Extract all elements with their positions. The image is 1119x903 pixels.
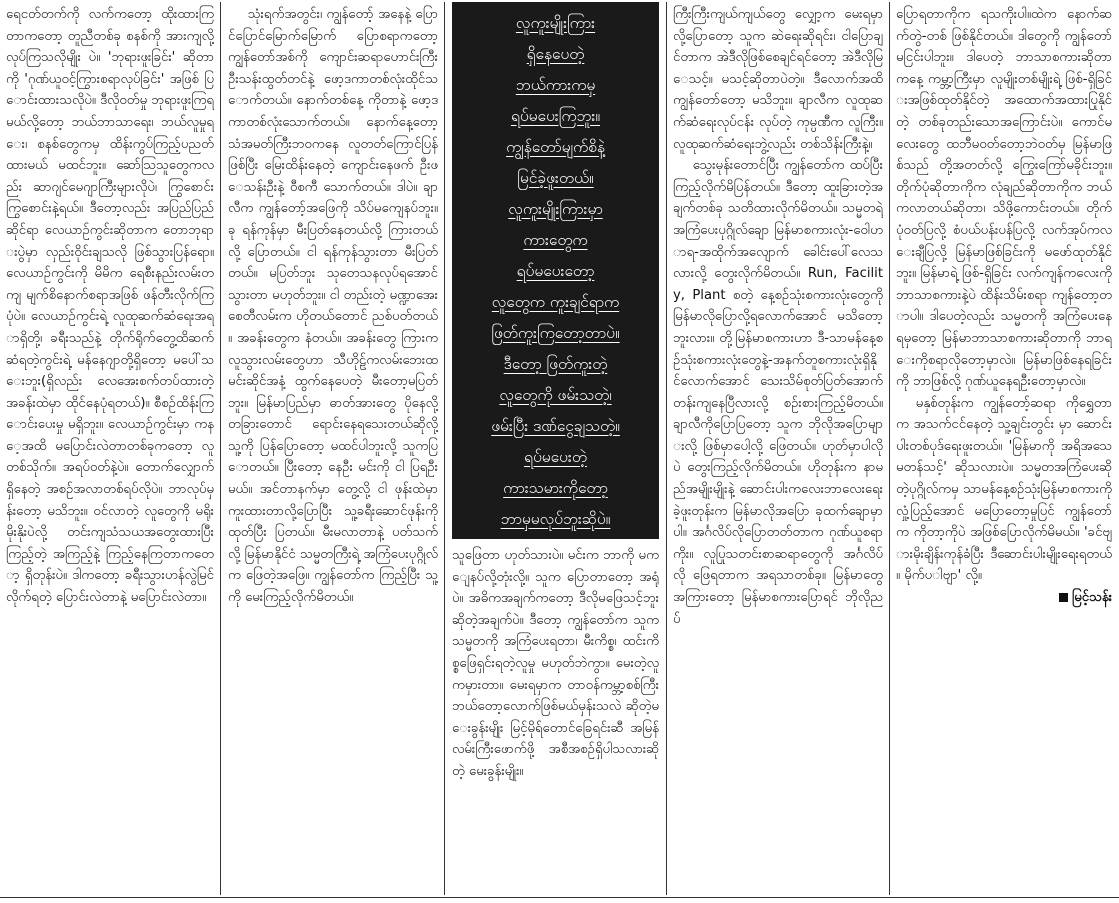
- column-4-paragraph-1: ကြီးကြီးကျယ်ကျယ်တွေ လျှော့က မေးရမှာလို့ပြောတော့ သူက ဆဲရေးဆိုရင်း၊ ငါပြောချင်တာက အဲဒီလိုဖြစ်စေချင်ရင်တော့ အဲဒီလိုမြေသင့်။ မသင့်ဆိုတာပဲတဲ့။ ဒီလောက်အထိ ကျွန်တော်တော့ မသိဘူး။ ချာလီက လူထုဆက်ဆံရေးလုပ်ငန်း လုပ်တဲ့ ကုမ္ပဏီက လူကြီး။ လူထုဆက်ဆံရေးဘွဲ့လည်း တစ်သိန်းကြီးနဲ့။: [673, 7, 883, 152]
- pull-quote-line: ရှိနေပေတဲ့: [526, 45, 585, 63]
- pull-quote-line: လူကူးမျိုးကြား: [515, 14, 596, 32]
- pull-quote-line: ဖမ်းပြီး ဒဏ်ငွေချသတဲ့။: [491, 417, 620, 435]
- pull-quote-line: လူကူးမျိုးကြားမှာ: [508, 200, 603, 218]
- pull-quote-box: [452, 2, 659, 539]
- author-signature: [896, 587, 1112, 609]
- pull-quote-line: ဘယ်ကားကမှ: [515, 76, 596, 94]
- column-2-paragraph-1: သုံးရက်အတွင်း၊ ကျွန်တော့် အနေနဲ့ ပြောင်ပြောင်မြောက်မြောက် ပြောစရာကတော့ ကျွန်တော်အစ်ကို ကျောင်းဆရာဟောင်းကြီး ဦးသန်းထွတ်တင်နဲ့ ဖော့ဒကာတစ်လုံးထိုင်သောက်တယ်။ နောက်တစ်နေ့ ကိုတာနဲ့ ဖော့ဒကာတစ်လုံးသောက်တယ်။ နောက်နေ့တော့ သံအမတ်ကြီးဘဝကနေ လူတတ်ကြောင်ပြန်ဖြစ်ပြီး မြေးထိန်းနေတဲ့ ကျောင်းနေဖက် ဦးဖေသန်းဦးနဲ့ ဝီစကီ သောက်တယ်။ ဒါပဲ။ ချာလီက ကျွန်တော့်အဖြေကို သိပ်မကျေနပ်ဘူး။ ခု ရန်ကုန်မှာ မီးပြတ်နေတယ်လို့ ကြားတယ်လို့ ပြောတယ်။ ငါ ရန်ကုန်သွားတာ မီးပြတ်တယ်။ မပြတ်ဘူး သုတေသနလုပ်ရအောင် သွားတာ မဟုတ်ဘူး။ ငါ တည်းတဲ့ မဏ္ဍာအေးစေတီလမ်းက ဟိုတယ်တောင် ညစ်ပတ်တယ်။ အခန်းတွေက နံတယ်။ အခန်းတွေ ကြားက လူသွားလမ်းတွေဟာ သီဟိုဠ်ကလမ်းဘေးထမင်းဆိုင်အနံ့ ထွက်နေပေတဲ့ မီးတော့မပြတ်ဘူး။ မြန်မာပြည်မှာ ဓာတ်အားတွေ ပိုနေလို့ တခြားတောင် ရောင်းနေရသေးတယ်ဆိုလို့ သူ့ကို ပြန်ပြောတော့ မထင်ပါဘူးလို့ သူကပြောတယ်။ ပြီးတော့ နေဦး မင်းကို ငါ ပြရဦးမယ်။ အင်တာနက်မှာ တွေ့လို့ ငါ ဖုန်းထဲမှာ ကူးထားတာလို့ပြောပြီး သူ့ခရီးဆောင်ဖုန်းကို ထုတ်ပြီး ပြတယ်။ မီးမလာတာနဲ့ ပတ်သက်လို့ မြန်မာနိုင်ငံ သမ္မတကြီးရဲ့ အကြံပေးပုဂ္ဂိုလ်က ဖြေတဲ့အဖြေ။ ကျွန်တော်က ကြည့်ပြီး သူ့ကို မေးကြည့်လိုက်မိတယ်။: [228, 7, 438, 606]
- author-name: မြင့်သန်း: [1072, 590, 1112, 606]
- pull-quote-line: ရပ်မပေးတော့: [516, 262, 595, 280]
- column-5-paragraph-1: ပြောရတာကိုက ရသကိုးပါ။ထဲက နောက်ဆက်တွဲ-တစ် ဖြစ်နိုင်တယ်။ ဒါတွေကို ကျွန်တော် မငြင်းပါဘူး။ ဒါပေတဲ့ ဘာသာစကားဆိုတာ ကနေ့ ကမ္ဘာ့ကြီးမှာ လူမျိုးတစ်မျိုးရဲ့ ဖြစ်-ရှိခြင်းအဖြစ်ထုတ်နိုင်တဲ့ အထောက်အထားပြုနိုင်တဲ့ တစ်ခုတည်းသောအကြောင်းပဲ။ ကောင်မလေးတွေ ထဘီမဝတ်တော့ဘဲဝတ်မှ မြန်မာဖြစ်သည် တို့အတတ်လို့ ကြွေးကြော်မခိုင်းဘူး။ တိုက်ပုံဆိုတာကိုက လုံချည်ဆိုတာကိုက ဘယ်ကလာတယ်ဆိုတာ၊ သိဖို့ကောင်းတယ်။ တိုက်ပုံဝတ်ပြလို့ စံပယ်ပန်းပန်ပြလို့ လက်အုပ်ကလေးချီပြလို့ မြန်မာဖြစ်ခြင်းကို မဖော်ထုတ်နိုင်ဘူး။ မြန်မာရဲ့ ဖြစ်-ရှိခြင်း လက်ကျန်ကလေးကို ဘာသာစကားနဲ့ပဲ ထိန်းသိမ်းစရာ ကျန်တော့တာပါ။ ဒါပေတဲ့လည်း သမ္မတကို အကြံပေးနေရမှတော့ မြန်မာဘာသာစကားဆိုတာကို ဘာရေးကိုစရာလိုတော့မှာလဲ။ မြန်မာဖြစ်နေရခြင်းကို ဘာဖြစ်လို့ ဂုဏ်ယူနေရဦးတော့မှာလဲ။: [896, 7, 1112, 390]
- pull-quote-line: မြင်ခဲ့ဖူးတယ်။: [517, 169, 594, 187]
- pull-quote-line: ကျွန်တော်မျက်စိနဲ့: [506, 138, 605, 156]
- column-divider: [889, 2, 890, 895]
- column-4-paragraph-2: သွေးမုန်းတောင်ပြီး ကျွန်တော်က ထပ်ပြီး ကြည့်လိုက်မိပြန်တယ်။ ဒီတော့ ထူးခြားတဲ့အချက်တစ်ခု သတိထားလိုက်မိတယ်။ သမ္မတရဲ့ အကြံပေးပုဂ္ဂိုလ်ချော မြန်မာစကားလုံး-ဝေါဟာရ-အထိုက်အလျောက် ခေါင်းပေါ်လေသလားလို့ တွေးလိုက်မိတယ်။ Run, Facility, Plant စတဲ့ နေ့စဉ်သုံးစကားလုံးတွေကို မြန်မာလိုပြောလို့ရလောက်အောင် မသိတော့ဘူးလား။ တို့မြန်မာစကားဟာ ဒီ-သာမန်နေ့စဉ်သုံးစကားလုံးတွေနဲ့-အနက်တူစကားလုံးရှိနိုင်လောက်အောင် သေးသိမ်စုတ်ပြတ်အောက်တန်းကျနေပြီလားလို့ စဉ်းစားကြည့်မိတယ်။ ချာလီကိုပြောပြတော့ သူက ဘိုလိုအပြောများလို့ ဖြစ်မှာပေါ့လို့ ဖြေတယ်။ ဟုတ်မှာပါလိုပဲ တွေးကြည့်လိုက်မိတယ်။ ဟိုတုန်းက နာမည်အမျိုးမျိုးနဲ့ ဆောင်းပါးကလေးဘာလေးရေးခဲ့ဖူးတုန်းက မြန်မာလိုအပြော ခုထက်ချောမှာပါ။ အင်္ဂလိပ်လိုပြောတတ်တာက ဂုဏ်ယူစရာကိုး။ လူပြုသတင်းစာဆရာတွေကို အင်္ဂလိပ်လို ဖြေရတာက အရသာတစ်ခု။ မြန်မာတွေအကြားတော့ မြန်မာစကားပြောရင် ဘိုလိုညပ်: [673, 158, 883, 627]
- article-column-2: [228, 4, 438, 896]
- column-3-paragraph-1: သူဖြေတာ ဟုတ်သားပဲ။ မင်းက ဘာကို မကျေနပ်လို့တုံးလို့။ သူက ပြောတာတော့ အရုံပဲ။ အဓိကအချက်ကတော့ ဒီလိုမဖြေသင့်ဘူးဆိုတဲ့အချက်ပဲ။ ဒီတော့ ကျွန်တော်က သူက သမ္မတကို အကြံပေးရတာ၊ မီးကိစ္စ၊ ထင်းကိစ္စဖြေရှင်းရတဲ့လူမှု မဟုတ်ဘဲကွာ။ မေးတဲ့လူကမှားတာ။ မေးရမှာက တာဝန်ကမ္ဘာ့စစ်ကြီး ဘယ်တော့လောက်ဖြစ်မယ်မှန်းသလဲ ဆိုတဲ့မေးခွန်းမျိုး မြင့်မိုရ်တောင်ခြေရင်းဆီ အမြန်လမ်းကြီးဖောက်ဖို့ အစီအစဉ်ရှိပါသလားဆိုတဲ့ မေးခွန်းမျိုး။: [452, 548, 659, 779]
- pull-quote-line: လူတွေက ကူးချင်ရာက: [491, 293, 620, 311]
- pull-quote-line: ဒီတော့ ဖြတ်ကူးတဲ့: [503, 355, 608, 373]
- column-divider: [666, 2, 667, 895]
- bottom-divider: [0, 897, 1119, 898]
- article-column-5: [896, 4, 1112, 896]
- pull-quote-line: ရပ်မပေးတဲ့: [524, 448, 587, 466]
- pull-quote-line: ဖြတ်ကူးကြတော့တာပဲ။: [491, 324, 620, 342]
- pull-quote-line: ဘာမှမလုပ်ဘူးဆိုပဲ။: [500, 510, 611, 528]
- article-column-4: [673, 4, 883, 896]
- pull-quote-line: ကားသမားကိုတော့: [503, 479, 608, 497]
- column-divider: [444, 2, 445, 895]
- article-column-1: [6, 4, 214, 896]
- column-1-paragraph-1: ရေငတ်တက်ကို လက်ကတော့ ထိုးထားကြတာကတော့ တူညီတစ်ခု စနစ်ကို အားကျလို့လုပ်ကြသလိုမျိုး ပဲ။ 'ဘုရားဖူးခြင်း' ဆိုတာကို 'ဂုဏ်ယူဝင့်ကြွားစရာလုပ်ခြင်း' အဖြစ် ပြောင်းထားသလိုပဲ။ ဒီလိုဝတ်မှု ဘုရားဖူးကြရမယ်လို့တော့ ဘယ်ဘာသာရေး၊ ဘယ်လူမှုရေး၊ စနစ်တွေကမှ ထိန်းကွပ်ကြည့်ပညတ်ထားမယ် မထင်ဘူး။ ဆော်သြသူတွေကလည်း ဆာဂျင်မေဂျာကြီးများလိုပဲ၊ ကြွစောင်း ကြွစောင်းနဲ့ရယ်။ ဒီတော့လည်း အပြည်ပြည်ဆိုင်ရာ လေယာဉ်ကွင်းဆိုတာက တောဘုရားပွဲမှာ လှည်းဝိုင်းချသလို ဖြစ်သွားပြန်ရော။ လေယာဉ်ကွင်းကို မိမိက ရေစီးနည်းလမ်းတကျ မျက်စိနောက်စရာအဖြစ် ဖန်တီးလိုက်ကြပုံပဲ။ လေယာဉ်ကွင်းရဲ့ လူထုဆက်ဆံရေးအရာရှိတို့၊ ခရီးသည်နဲ့ တိုက်ရိုက်တွေ့ထိဆက်ဆံရတဲ့ကွင်းရဲ့ မန်နေဂျာတို့ရှိတော့ မပေါ်သေးဘူး(ရှိလည်း လေအေးစက်တပ်ထားတဲ့ အခန်းထဲမှာ ထိုင်နေပုံရတယ်)။ စီစဉ်ထိန်းကြောင်းပေးမှု မရှိဘူး။ လေယာဉ်ကွင်းမှာ ကနေ့အထိ မပြောင်းလဲတာတစ်ခုကတော့ လူတစ်သိုက်။ အရပ်ဝတ်နဲ့ပဲ။ တောက်လျှောက်ရှိနေတဲ့ အစဉ်အလာတစ်ရပ်လိုပဲ။ ဘာလုပ်မှန်းတော့ မသိဘူး။ ဝင်လာတဲ့ လူတွေကို မရိုးမိုးနိုးပဲလို့ တင်းကျသံသယအတွေးထားပြီး ကြည့်တဲ့ အကြည့်နဲ့ ကြည့်နေကြတာကတော့ ရှိတုန်းပဲ။ ဒါကတော့ ခရီးသွားဟန်လွဲမြင်လိုက်ရတဲ့ ပြောင်းလဲတာနဲ့ မပြောင်းလဲတာ။: [6, 7, 214, 606]
- column-5-paragraph-2: မနှစ်တုန်းက ကျွန်တော့်ဆရာ ကိုရွှေတာက အသက်ငင်နေတဲ့ သူ့ချင်းတွင်း မှာ ဆောင်းပါးတစ်ပုဒ်ရေးဖူးတယ်။ 'မြန်မာကို အရိအသေမတန်သင့်' ဆိုသလားပဲ။ သမ္မတအကြံပေးဆိုတဲ့ပုဂ္ဂိုလ်ကမှ သာမန်နေ့စဉ်သုံးမြန်မာစကားကို လှုံ့ပြည့်အောင် မပြောတော့မှုပြင် ကျွန်တော်က ကိုတာ့ကိုပဲ အဖြစ်ပြောလိုက်မိမယ်။ 'ခင်ဗျားမိုးချိန်းကုန်ခံပြီး ဒီဆောင်းပါးမျိုးရေးရတယ်။ မိုက်ပ‌ါဗျာ' လို့။: [896, 395, 1112, 584]
- pull-quote-line: ရပ်မပေးကြဘူး။: [510, 107, 601, 125]
- article-column-3: [452, 545, 659, 895]
- column-divider: [220, 2, 221, 895]
- pull-quote-line: လူတွေကို ဖမ်းသတဲ့၊: [499, 386, 612, 404]
- square-bullet-icon: [1059, 593, 1068, 602]
- pull-quote-line: ကားတွေက: [523, 231, 588, 249]
